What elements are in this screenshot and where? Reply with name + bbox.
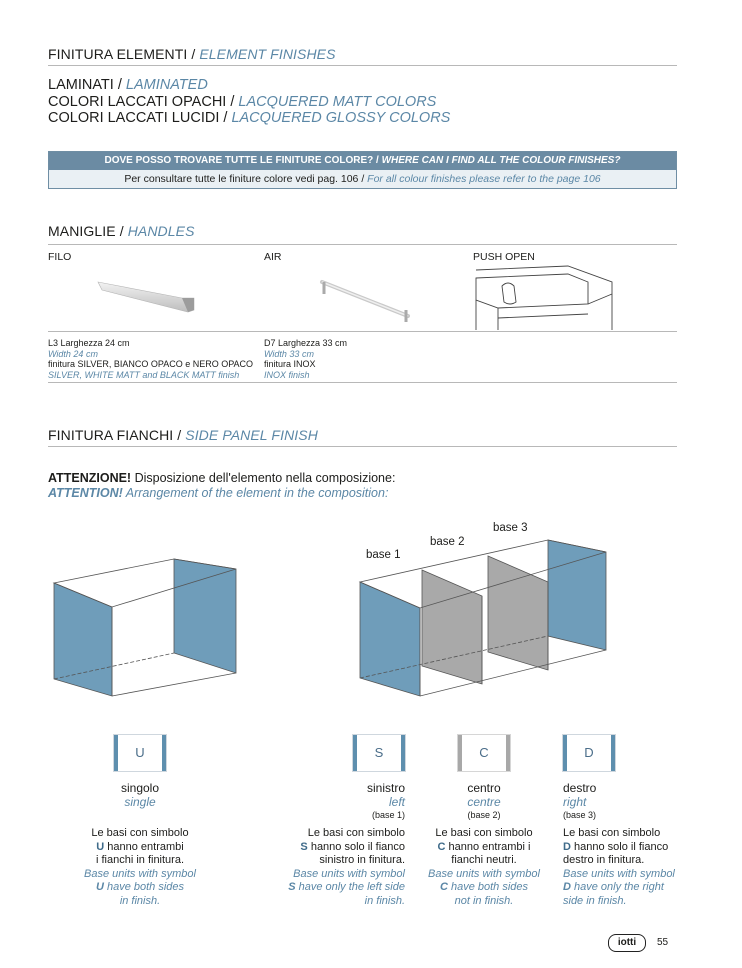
s-desc-1: Le basi con simbolo (307, 827, 405, 839)
u-name-en: single (124, 794, 156, 809)
finish-list (48, 77, 450, 127)
section-title-side-panel: FINITURA FIANCHI / SIDE PANEL FINISH (48, 427, 318, 443)
attention-it: ATTENZIONE! Disposizione dell'elemento nella composizione: (48, 471, 396, 485)
d-desc-1: Le basi con simbolo (563, 827, 661, 839)
u-desc-3: i fianchi in finitura. (95, 854, 185, 866)
s-desc-3: sinistro in finitura. (319, 854, 405, 866)
s-base: (base 1) (371, 810, 405, 820)
finish-laminated: LAMINATI / LAMINATED (48, 77, 208, 93)
info-box (48, 151, 677, 189)
c-base: (base 2) (467, 810, 501, 820)
finish-glossy: COLORI LACCATI LUCIDI / LACQUERED GLOSSY COLORS (48, 110, 451, 126)
air-width-it: D7 Larghezza 33 cm (264, 338, 348, 348)
symbol-s-description (270, 827, 405, 908)
attention-en: ATTENTION! Arrangement of the element in the composition: (48, 486, 389, 500)
s-en-2: S have only the left side (288, 881, 405, 893)
base3-label: base 3 (493, 522, 528, 534)
c-en-1: Base units with symbol (428, 867, 540, 880)
filo-finish-it: finitura SILVER, BIANCO OPACO e NERO OPACO (48, 359, 254, 369)
d-en-1: Base units with symbol (563, 867, 675, 880)
s-en-1: Base units with symbol (293, 867, 405, 880)
divider (48, 331, 677, 332)
d-name-it: destro (563, 781, 597, 795)
finish-matt: COLORI LACCATI OPACHI / LACQUERED MATT COLORS (48, 93, 437, 110)
filo-width-it: L3 Larghezza 24 cm (48, 338, 130, 348)
c-desc-3: fianchi neutri. (451, 854, 517, 866)
symbol-d-badge: D (563, 735, 615, 771)
symbol-s-badge: S (353, 735, 405, 771)
c-desc-1: Le basi con simbolo (435, 827, 533, 839)
symbol-d-title (563, 782, 673, 820)
c-name-it: centro (467, 781, 501, 795)
u-name-it: singolo (120, 781, 160, 795)
u-desc-1: Le basi con simbolo (91, 827, 189, 839)
d-name-en: right (563, 794, 587, 809)
filo-finish-en: SILVER, WHITE MATT and BLACK MATT finish (48, 369, 240, 380)
symbol-c-badge: C (458, 735, 510, 771)
three-unit-diagram (356, 538, 612, 703)
page-number: 55 (657, 937, 669, 948)
s-name-en: left (388, 794, 405, 809)
c-name-en: centre (467, 794, 501, 809)
divider (48, 382, 677, 383)
symbol-u-title (88, 782, 192, 809)
air-finish-en: INOX finish (264, 369, 310, 380)
filo-width-en: Width 24 cm (48, 348, 98, 359)
air-finish-it: finitura INOX (264, 359, 316, 369)
d-desc-3: destro in finitura. (563, 854, 645, 866)
divider (48, 244, 677, 245)
base1-label: base 1 (366, 549, 401, 561)
symbol-c-title (434, 782, 534, 820)
s-en-3: in finish. (364, 894, 405, 907)
section-title-handles: MANIGLIE / HANDLES (48, 223, 195, 239)
air-specs (264, 338, 347, 380)
filo-specs (48, 338, 253, 380)
u-en-2: U have both sides (95, 881, 185, 893)
base2-label: base 2 (430, 536, 465, 548)
c-en-2: C have both sides (439, 881, 529, 893)
air-handle-image (312, 270, 422, 328)
air-width-en: Width 33 cm (264, 348, 314, 359)
symbol-d-description (563, 827, 693, 908)
symbol-u-badge: U (114, 735, 166, 771)
brand-logo: iotti (608, 934, 646, 952)
divider (48, 446, 677, 447)
d-desc-2: D hanno solo il fianco (563, 840, 669, 853)
s-name-it: sinistro (366, 781, 405, 795)
filo-handle-image (90, 272, 200, 320)
handle-name-filo: FILO (48, 251, 72, 263)
info-answer: Per consultare tutte le finiture colore vedi pag. 106 / For all colour finishes please refer to the page 106 (49, 170, 676, 188)
c-desc-2: C hanno entrambi i (437, 840, 531, 853)
s-desc-2: S hanno solo il fianco (300, 840, 405, 853)
section-title-finishes: FINITURA ELEMENTI / ELEMENT FINISHES (48, 46, 336, 62)
single-unit-diagram (48, 555, 248, 705)
info-question: DOVE POSSO TROVARE TUTTE LE FINITURE COLORE? / WHERE CAN I FIND ALL THE COLOUR FINISHES? (49, 152, 676, 170)
u-desc-2: U hanno entrambi (96, 840, 184, 853)
push-open-image (472, 264, 617, 332)
d-en-3: side in finish. (563, 894, 627, 907)
d-en-2: D have only the right (563, 881, 664, 893)
symbol-s-title (300, 782, 405, 820)
handle-name-push-open: PUSH OPEN (473, 251, 535, 263)
divider (48, 65, 677, 66)
handle-name-air: AIR (264, 251, 282, 263)
u-en-3: in finish. (119, 894, 161, 907)
d-base: (base 3) (563, 810, 597, 820)
u-en-1: Base units with symbol (84, 867, 196, 880)
symbol-c-description (418, 827, 550, 908)
c-en-3: not in finish. (454, 894, 514, 907)
symbol-u-description (72, 827, 208, 908)
